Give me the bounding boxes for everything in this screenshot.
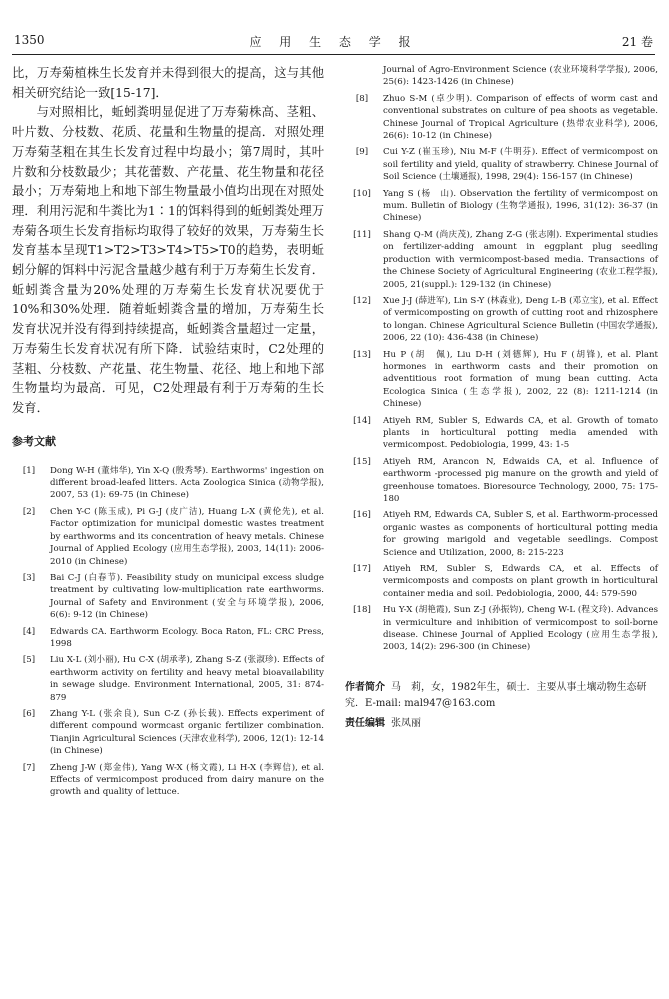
reference-number: [12] bbox=[353, 295, 371, 306]
header-rule bbox=[12, 54, 655, 55]
reference-number: [2] bbox=[22, 506, 36, 517]
reference-item-continued bbox=[345, 64, 658, 89]
reference-text: Journal of Agro-Environment Science (农业环境科学学报), 2006, 25(6): 1423-1426 (in Chinese) bbox=[383, 65, 658, 88]
references-list-left bbox=[12, 465, 324, 799]
reference-text: Atiyeh RM, Subler S, Edwards CA, et al. Growth of tomato plants in horticultural potting media amended with vermicompost. Pedobiologia, 1999, 43: 1-5 bbox=[383, 415, 658, 451]
reference-text: Cui Y-Z (崔玉珍), Niu M-F (牛明芬). Effect of vermicompost on soil fertility and yield, quality of strawberry. Chinese Journal of Soil Science (土壤通报), 1998, 29(4): 156-157 (in Chinese) bbox=[383, 147, 658, 183]
running-header bbox=[14, 33, 653, 51]
reference-item bbox=[345, 604, 658, 654]
reference-number: [15] bbox=[353, 456, 371, 467]
reference-item bbox=[12, 572, 324, 622]
author-intro bbox=[345, 680, 658, 712]
author-intro-label: 作者简介 bbox=[345, 681, 385, 693]
reference-item bbox=[345, 93, 658, 143]
body-paragraph-2: 与对照相比，蚯蚓粪明显促进了万寿菊株高、茎粗、叶片数、分枝数、花质、花量和生物量的提高．对照处理万寿菊茎粗在其生长发育过程中均最小；第7周时，其叶片数和分枝数最少；其花蕾数、产花量、花生物量和花径最小；万寿菊地上和地下部生物量最小值均出现在对照处理．利用污泥和牛粪比为1∶1的饵料得到的蚯蚓粪处理万寿菊各项生长发育指标均取得了较好的效果，万寿菊生长发育基本呈现T1>T2>T3>T4>T5>T0的趋势，表明蚯蚓分解的饵料中污泥含量越少越有利于万寿菊生长发育．蚯蚓粪含量为20%处理的万寿菊生长发育状况要优于10%和30%处理．随着蚯蚓粪含量的增加，万寿菊生长发育状况并没有得到持续提高，蚯蚓粪含量超过一定量，万寿菊生长发育状况有所下降．试验结束时，C2处理的茎粗、分枝数、产花量、花生物量、花径、地上和地下部生物量均为最高．可见，C2处理最有利于万寿菊的生长发育． bbox=[12, 105, 324, 415]
reference-text: Zheng J-W (郑金伟), Yang W-X (杨文霞), Li H-X (李辉信), et al. Effects of vermicompost produced from dairy manure on the growth and quality of lettuce. bbox=[50, 762, 324, 798]
reference-item bbox=[12, 762, 324, 799]
volume-label: 21 卷 bbox=[621, 35, 653, 49]
reference-text: Hu Y-X (胡艳霞), Sun Z-J (孙振钧), Cheng W-L (程文玲). Advances in vermiculture and inhibition of vermicompost to soil-borne disease. Chinese Journal of Applied Ecology (应用生态学报), 2003, 14(2): 296-300 (in Chinese) bbox=[383, 605, 658, 653]
reference-text: Shang Q-M (尚庆茂), Zhang Z-G (张志刚). Experimental studies on fertilizer-adding amount in eggplant plug seedling production with vermicompost-based media. Transactions of the Chinese Society of Agricultural Engineering (农业工程学报), 2005, 21(suppl.): 129-132 (in Chinese) bbox=[383, 229, 658, 290]
right-column bbox=[345, 64, 658, 732]
reference-item bbox=[12, 708, 324, 758]
reference-number: [13] bbox=[353, 349, 371, 360]
reference-item bbox=[345, 188, 658, 225]
reference-item bbox=[345, 229, 658, 291]
reference-text: Xue J-J (薛进军), Lin S-Y (林森业), Deng L-B (邓立宝), et al. Effect of vermicomposting on growth of cutting root and rhizosphere to longan. Chinese Agricultural Science Bulletin (中国农学通报), 2006, 22 (10): 436-438 (in Chinese) bbox=[383, 295, 658, 344]
reference-number: [7] bbox=[22, 762, 36, 773]
reference-number: [17] bbox=[353, 564, 371, 575]
reference-number: [1] bbox=[22, 465, 36, 476]
reference-item bbox=[12, 506, 324, 568]
reference-text: Liu X-L (刘小丽), Hu C-X (胡承孝), Zhang S-Z (张淑珍). Effects of earthworm activity on fertility and heavy metal bioavailability in sewage sludge. Environment International, 2005, 31: 874-879 bbox=[50, 655, 324, 703]
reference-number: [11] bbox=[353, 229, 371, 240]
reference-item bbox=[345, 563, 658, 600]
reference-item bbox=[12, 626, 324, 651]
editor-label: 责任编辑 bbox=[345, 717, 385, 729]
reference-number: [16] bbox=[353, 510, 371, 521]
reference-text: Chen Y-C (陈玉成), Pi G-J (皮广洁), Huang L-X (黄伦先), et al. Factor optimization for municipal domestic wastes treatment by earthworms and its concentration of heavy metals. Chinese Journal of Applied Ecology (应用生态学报), 2003, 14(11): 2006-2010 (in Chinese) bbox=[50, 506, 324, 567]
reference-number: [5] bbox=[22, 655, 36, 666]
reference-item bbox=[345, 415, 658, 452]
author-intro-text: 马 莉，女，1982年生，硕士．主要从事土壤动物生态研究．E-mail: mal947@163.com bbox=[345, 681, 647, 709]
reference-number: [4] bbox=[22, 626, 36, 637]
journal-title: 应 用 生 态 学 报 bbox=[249, 35, 418, 49]
reference-text: Hu P (胡 佩), Liu D-H (刘德辉), Hu F (胡锋), et al. Plant hormones in earthworm casts and their promotion on adventitious root formation of mung bean cutting. Acta Ecologica Sinica (生态学报), 2002, 22 (8): 1211-1214 (in Chinese) bbox=[383, 349, 658, 410]
reference-text: Zhuo S-M (卓少明). Comparison of effects of worm cast and conventional substrates on culture of pea shoots as vegetable. Chinese Journal of Tropical Agriculture (热带农业科学), 2006, 26(6): 10-12 (in Chinese) bbox=[383, 93, 658, 142]
reference-number: [6] bbox=[22, 708, 36, 719]
page-number: 1350 bbox=[14, 33, 45, 47]
reference-item bbox=[345, 349, 658, 411]
reference-text: Dong W-H (董炜华), Yin X-Q (殷秀琴). Earthworms' ingestion on different broad-leafed litters. Acta Zoologica Sinica (动物学报), 2007, 53 (1): 69-75 (in Chinese) bbox=[50, 465, 324, 501]
references-heading: 参考文献 bbox=[12, 434, 56, 448]
reference-number: [10] bbox=[353, 188, 371, 199]
reference-number: [18] bbox=[353, 605, 371, 616]
reference-number: [14] bbox=[353, 415, 371, 426]
reference-text: Bai C-J (白春节). Feasibility study on municipal excess sludge treatment by cultivating low-multiplication rate earthworms. Journal of Safety and Environment (安全与环境学报), 2006, 6(6): 9-12 (in Chinese) bbox=[50, 572, 324, 621]
reference-item bbox=[12, 465, 324, 502]
reference-text: Atiyeh RM, Arancon N, Edwaids CA, et al. Influence of earthworm -processed pig manure on the growth and yield of greenhouse tomatoes. Bioresource Technology, 2000, 75: 175-180 bbox=[383, 456, 658, 504]
reference-number: [8] bbox=[355, 93, 369, 104]
reference-item bbox=[12, 654, 324, 704]
reference-item bbox=[345, 295, 658, 345]
responsible-editor bbox=[345, 716, 658, 732]
reference-text: Zhang Y-L (张余良), Sun C-Z (孙长载). Effects experiment of different compound wormcast organic fertilizer combination. Tianjin Agricultural Sciences (天津农业科学), 2006, 12(1): 12-14 (in Chinese) bbox=[50, 708, 324, 757]
reference-text: Atiyeh RM, Subler S, Edwards CA, et al. Effects of vermicomposts and composts on plant growth in horticultural container media and soil. Pedobiologia, 2000, 44: 579-590 bbox=[383, 564, 658, 599]
reference-item bbox=[345, 509, 658, 559]
reference-item bbox=[345, 456, 658, 506]
body-paragraph-1: 比，万寿菊植株生长发育并未得到很大的提高，这与其他相关研究结论一致[15-17]． bbox=[12, 66, 324, 100]
reference-item bbox=[345, 146, 658, 183]
references-list-right bbox=[345, 64, 658, 654]
editor-name: 张凤丽 bbox=[391, 717, 421, 729]
reference-text: Atiyeh RM, Edwards CA, Subler S, et al. Earthworm-processed organic wastes as components of horticultural potting media for growing marigold and vegetable seedlings. Compost Science and Utilization, 2000, 8: 215-223 bbox=[383, 510, 658, 558]
reference-text: Yang S (杨 山). Observation the fertility of vermicompost on mum. Bulletin of Biology (生物学通报), 1996, 31(12): 36-37 (in Chinese) bbox=[383, 188, 658, 224]
left-column bbox=[12, 64, 324, 803]
reference-number: [9] bbox=[355, 147, 369, 158]
reference-text: Edwards CA. Earthworm Ecology. Boca Raton, FL: CRC Press, 1998 bbox=[50, 626, 324, 649]
reference-number: [3] bbox=[22, 572, 36, 583]
